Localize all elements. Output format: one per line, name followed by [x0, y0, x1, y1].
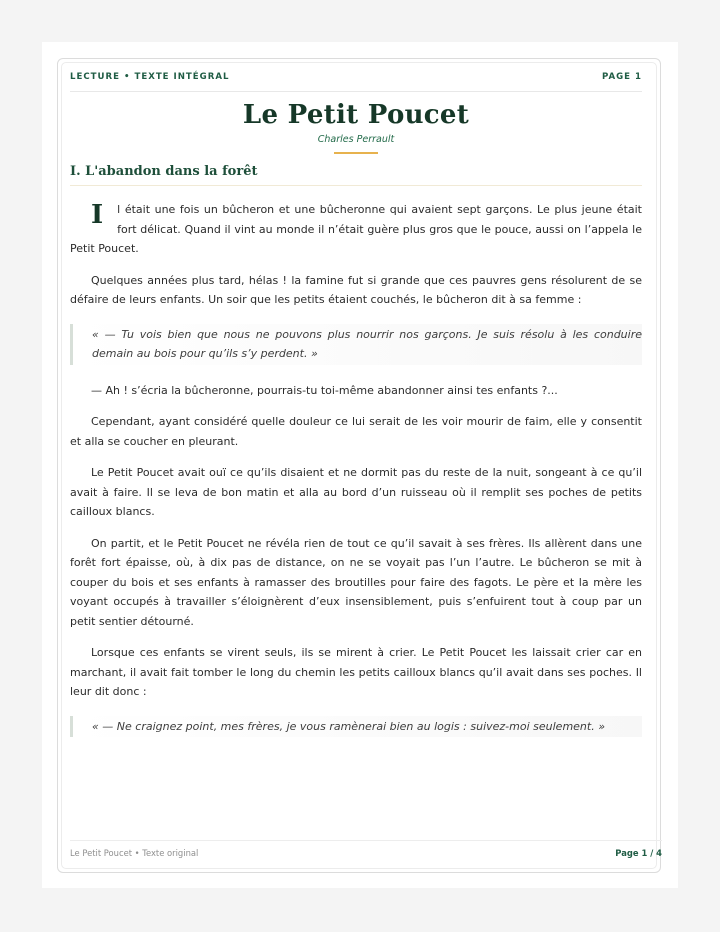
running-header-label: LECTURE • TEXTE INTÉGRAL [70, 72, 230, 82]
quote-block-1: « — Tu vois bien que nous ne pouvons plus nourrir nos garçons. Je suis résolu à les conduire demain au bois pour qu’ils s’y perdent. » [70, 324, 642, 365]
footer-page-number: Page 1 / 4 [615, 848, 662, 858]
paragraph-7: Lorsque ces enfants se virent seuls, ils se mirent à crier. Le Petit Poucet les laissait crier car en marchant, il avait fait tomber le long du chemin les petits cailloux blancs qu’il avait dans ses poches. Il leur dit donc : [70, 646, 642, 698]
body-text [70, 200, 642, 737]
paragraph-4: Cependant, ayant considéré quelle douleur ce lui serait de les voir mourir de faim, elle y consentit et alla se coucher en pleurant. [70, 415, 642, 448]
paragraph-5: Le Petit Poucet avait ouï ce qu’ils disaient et ne dormit pas du reste de la nuit, songeant à ce qu’il avait à faire. Il se leva de bon matin et alla au bord d’un ruisseau où il remplit ses poches de petits cailloux blancs. [70, 466, 642, 518]
paragraph-3: — Ah ! s’écria la bûcheronne, pourrais-tu toi-même abandonner ainsi tes enfants ?... [91, 383, 558, 397]
paragraph-2: Quelques années plus tard, hélas ! la famine fut si grande que ces pauvres gens résolurent de se défaire de leurs enfants. Un soir que les petits étaient couchés, le bûcheron dit à sa femme : [70, 273, 642, 306]
footer-source: Le Petit Poucet • Texte original [70, 848, 199, 858]
section-heading: I. L'abandon dans la forêt [70, 163, 642, 186]
page-sheet [42, 42, 678, 888]
page-footer [70, 840, 662, 858]
running-header [70, 69, 642, 92]
paragraph-1 [70, 200, 642, 259]
document-title: Le Petit Poucet [242, 100, 470, 130]
quote-block-2: « — Ne craignez point, mes frères, je vous ramènerai bien au logis : suivez-moi seulement. » [70, 716, 642, 738]
paragraph-6: On partit, et le Petit Poucet ne révéla rien de tout ce qu’il savait à ses frères. Ils allèrent dans une forêt fort épaisse, où, à dix pas de distance, on ne se voyait pas l’un l’autre. Le bûcheron se mit à couper du bois et ses enfants à ramasser des broutilles pour faire des fagots. Le père et la mère les voyant occupés à travailler s’éloignèrent d’eux insensiblement, puis s’enfuirent tout à coup par un petit sentier détourné. [70, 536, 642, 628]
title-underline [334, 152, 378, 154]
paragraph-1-text: l était une fois un bûcheron et une bûcheronne qui avaient sept garçons. Le plus jeune était fort délicat. Quand il vint au monde il n’était guère plus gros que le pouce, aussi on l’appela le Petit Poucet. [70, 203, 642, 255]
drop-cap: I [91, 200, 104, 230]
document-author: Charles Perrault [317, 134, 395, 145]
running-header-page: PAGE 1 [601, 72, 642, 82]
page-content [70, 69, 642, 753]
